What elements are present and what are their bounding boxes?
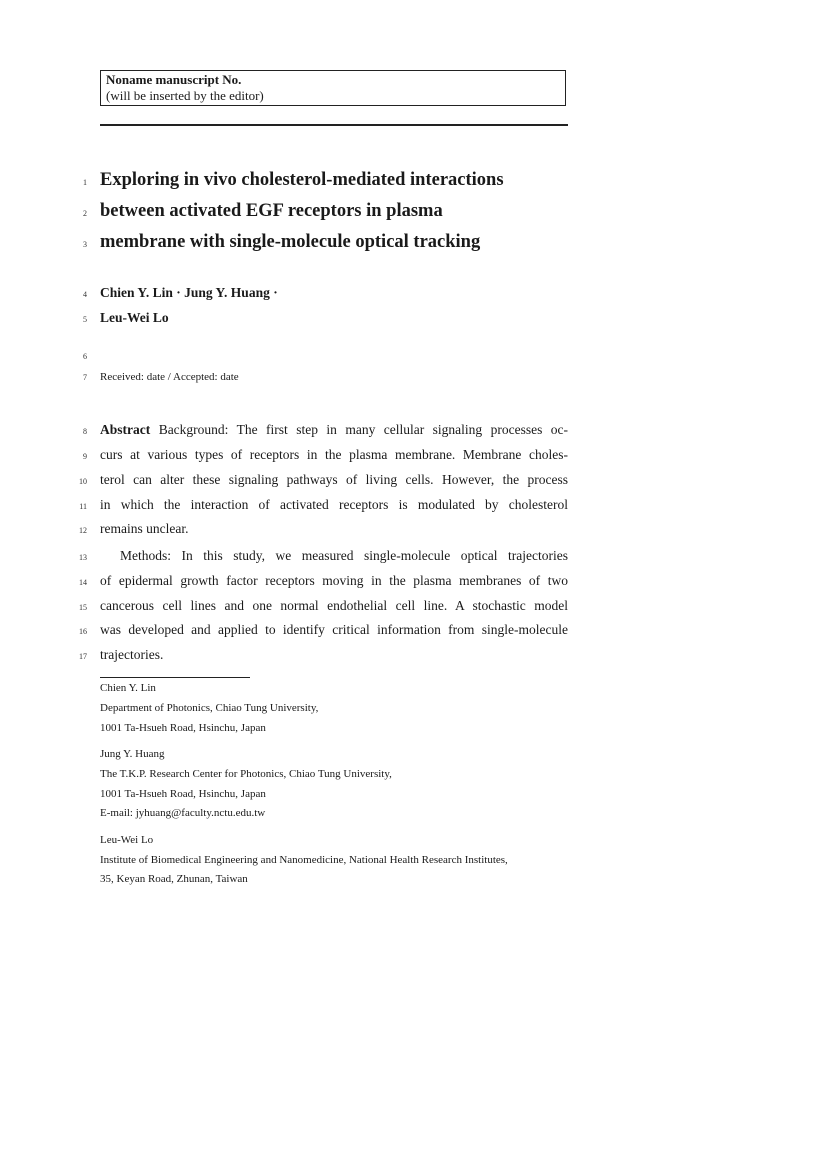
affiliation-name: Jung Y. Huang bbox=[100, 748, 165, 760]
line-number: 14 bbox=[79, 578, 87, 587]
abstract-line: cancerous cell lines and one normal endothelial cell line. A stochastic model bbox=[100, 598, 568, 613]
abstract-line: terol can alter these signaling pathways of living cells. However, the process bbox=[100, 472, 568, 487]
line-number: 2 bbox=[83, 209, 87, 218]
abstract-line: in which the interaction of activated receptors is modulated by cholesterol bbox=[100, 497, 568, 512]
paper-title-line: membrane with single-molecule optical tracking bbox=[100, 232, 481, 252]
affiliation-line: Department of Photonics, Chiao Tung University, bbox=[100, 702, 319, 714]
line-number: 13 bbox=[79, 553, 87, 562]
abstract-line: curs at various types of receptors in the plasma membrane. Membrane choles- bbox=[100, 447, 568, 462]
line-number: 4 bbox=[83, 290, 87, 299]
line-number: 11 bbox=[79, 502, 87, 511]
affiliation-line: 1001 Ta-Hsueh Road, Hsinchu, Japan bbox=[100, 722, 266, 734]
abstract-line: Methods: In this study, we measured single-molecule optical trajectories bbox=[120, 548, 568, 563]
abstract-line: remains unclear. bbox=[100, 521, 189, 536]
abstract-line: Abstract Background: The first step in many cellular signaling processes oc- bbox=[100, 422, 568, 437]
affiliation-name: Leu-Wei Lo bbox=[100, 834, 154, 846]
paper-title-line: between activated EGF receptors in plasma bbox=[100, 201, 443, 221]
editor-note: (will be inserted by the editor) bbox=[106, 88, 264, 103]
affiliation-line: The T.K.P. Research Center for Photonics, Chiao Tung University, bbox=[100, 768, 392, 780]
manuscript-number: Noname manuscript No. bbox=[106, 72, 242, 87]
paper-title-line: Exploring in vivo cholesterol-mediated interactions bbox=[100, 170, 504, 190]
authors-line: Leu-Wei Lo bbox=[100, 310, 169, 325]
line-number: 17 bbox=[79, 652, 87, 661]
header-rule bbox=[100, 124, 568, 126]
manuscript-header-box bbox=[100, 70, 566, 106]
line-number: 10 bbox=[79, 477, 87, 486]
line-number: 6 bbox=[83, 352, 87, 361]
affiliation-line: Institute of Biomedical Engineering and Nanomedicine, National Health Research Institutes, bbox=[100, 854, 508, 866]
line-number: 5 bbox=[83, 315, 87, 324]
line-number: 16 bbox=[79, 627, 87, 636]
affiliation-name: Chien Y. Lin bbox=[100, 682, 156, 694]
affiliation-email: E-mail: jyhuang@faculty.nctu.edu.tw bbox=[100, 807, 266, 819]
line-number: 3 bbox=[83, 240, 87, 249]
line-number: 15 bbox=[79, 603, 87, 612]
line-number: 9 bbox=[83, 452, 87, 461]
abstract-heading: Abstract bbox=[100, 422, 151, 437]
line-number: 8 bbox=[83, 427, 87, 436]
affiliation-line: 35, Keyan Road, Zhunan, Taiwan bbox=[100, 873, 248, 885]
line-number: 7 bbox=[83, 373, 87, 382]
line-number: 1 bbox=[83, 178, 87, 187]
line-number: 12 bbox=[79, 526, 87, 535]
received-accepted: Received: date / Accepted: date bbox=[100, 371, 239, 383]
authors-line: Chien Y. Lin · Jung Y. Huang · bbox=[100, 285, 278, 300]
abstract-line: trajectories. bbox=[100, 647, 164, 662]
abstract-line: was developed and applied to identify critical information from single-molecule bbox=[100, 622, 568, 637]
abstract-line: of epidermal growth factor receptors moving in the plasma membranes of two bbox=[100, 573, 568, 588]
affiliation-line: 1001 Ta-Hsueh Road, Hsinchu, Japan bbox=[100, 788, 266, 800]
footnote-rule bbox=[100, 677, 250, 678]
